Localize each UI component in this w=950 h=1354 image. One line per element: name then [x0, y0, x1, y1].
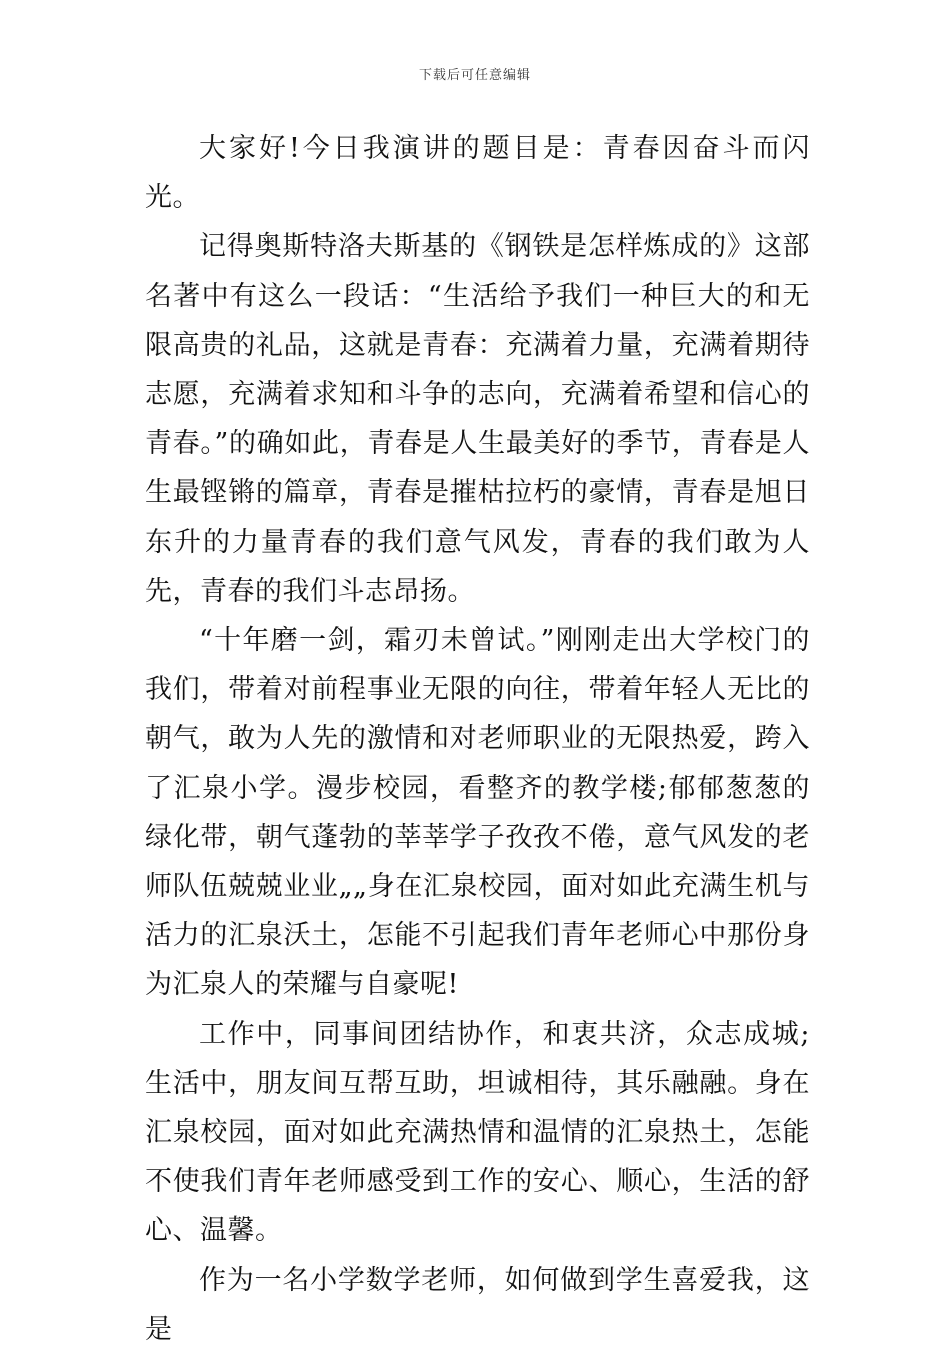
- paragraph-1: 大家好!今日我演讲的题目是：青春因奋斗而闪光。: [145, 133, 810, 214]
- header-note: 下载后可任意编辑: [418, 68, 531, 83]
- paragraph-2: 记得奥斯特洛夫斯基的《钢铁是怎样炼成的》这部名著中有这么一段话：“生活给予我们一种巨大的和无限高贵的礼品，这就是青春：充满着力量，充满着期待志愿，充满着求知和斗争的志向，充满着希望和信心的青春。”的确如此，青春是人生最美好的季节，青春是人生最铿锵的篇章，青春是摧枯拉朽的豪情，青春是旭日东升的力量青春的我们意气风发，青春的我们敢为人先，青春的我们斗志昂扬。: [145, 231, 810, 607]
- document-body: [145, 124, 810, 1354]
- paragraph-5: 作为一名小学数学老师，如何做到学生喜爱我，这是: [145, 1264, 810, 1345]
- paragraph-3: “十年磨一剑，霜刃未曾试。”刚刚走出大学校门的我们，带着对前程事业无限的向往，带着年轻人无比的朝气，敢为人先的激情和对老师职业的无限热爱，跨入了汇泉小学。漫步校园，看整齐的教学楼;郁郁葱葱的绿化带，朝气蓬勃的莘莘学子孜孜不倦，意气风发的老师队伍兢兢业业„„身在汇泉校园，面对如此充满生机与活力的汇泉沃土，怎能不引起我们青年老师心中那份身为汇泉人的荣耀与自豪呢!: [145, 625, 810, 1001]
- paragraph-4: 工作中，同事间团结协作，和衷共济，众志成城;生活中，朋友间互帮互助，坦诚相待，其乐融融。身在汇泉校园，面对如此充满热情和温情的汇泉热土，怎能不使我们青年老师感受到工作的安心、顺心，生活的舒心、温馨。: [145, 1018, 810, 1247]
